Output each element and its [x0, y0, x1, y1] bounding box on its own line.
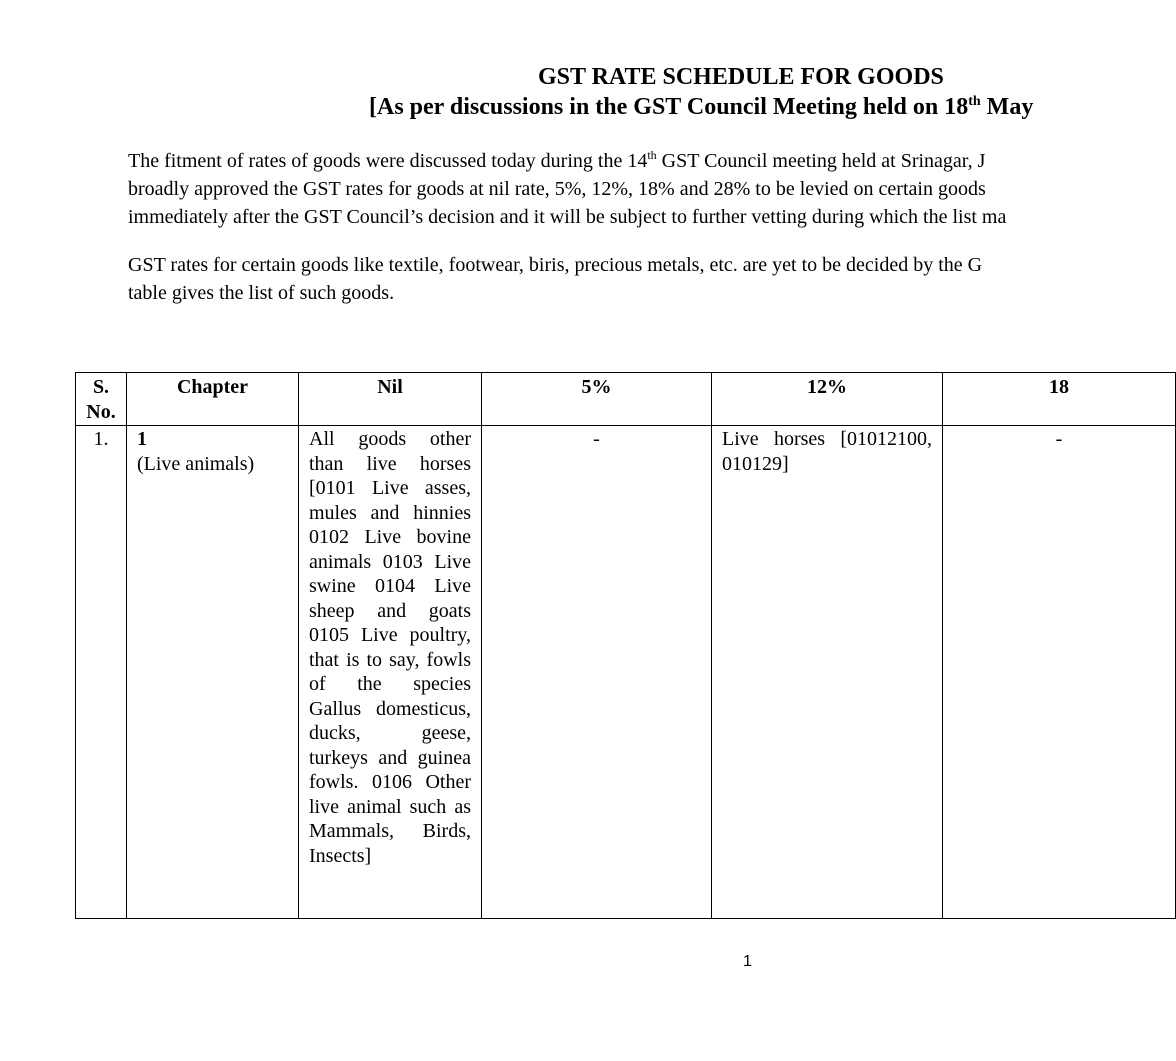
para-superscript: th — [647, 148, 657, 162]
intro-paragraph-line-3: immediately after the GST Council’s decision and it will be subject to further vetting during which the list ma — [128, 206, 1007, 228]
cell-nil: All goods other than live horses [0101 Live asses, mules and hinnies 0102 Live bovine animals 0103 Live swine 0104 Live sheep and goats 0105 Live poultry, that is to say, fowls of the species Gallus domesticus, ducks, geese, turkeys and guinea fowls. 0106 Other live animal such as Mammals, Birds, Insects] — [299, 426, 482, 919]
intro-paragraph-line-1 — [128, 150, 985, 173]
pending-goods-paragraph-line-1: GST rates for certain goods like textile, footwear, biris, precious metals, etc. are yet to be decided by the G — [128, 254, 983, 276]
chapter-name: (Live animals) — [137, 452, 255, 475]
cell-12-percent: Live horses [01012100, 010129] — [712, 426, 943, 919]
header-5-percent: 5% — [482, 373, 712, 426]
title-line-1: GST RATE SCHEDULE FOR GOODS — [538, 64, 944, 90]
document-subtitle — [369, 94, 1033, 121]
cell-chapter — [127, 426, 299, 919]
table-row — [76, 426, 1176, 919]
header-chapter: Chapter — [127, 373, 299, 426]
subtitle-text-end: May — [980, 94, 1034, 120]
subtitle-superscript: th — [968, 94, 981, 109]
cell-18-percent: - — [943, 426, 1176, 919]
header-12-percent: 12% — [712, 373, 943, 426]
intro-paragraph-line-2: broadly approved the GST rates for goods at nil rate, 5%, 12%, 18% and 28% to be levied on certain goods — [128, 178, 986, 200]
header-18-percent: 18 — [943, 373, 1176, 426]
para-text: The fitment of rates of goods were discussed today during the 14 — [128, 150, 648, 172]
subtitle-text: [As per discussions in the GST Council Meeting held on 18 — [369, 94, 969, 120]
para-text-end: GST Council meeting held at Srinagar, J — [656, 150, 986, 172]
page-number: 1 — [743, 953, 752, 970]
header-nil: Nil — [299, 373, 482, 426]
table-header-row — [76, 373, 1176, 426]
rate-schedule-table — [75, 372, 1176, 919]
cell-sno: 1. — [76, 426, 127, 919]
pending-goods-paragraph-line-2: table gives the list of such goods. — [128, 282, 395, 304]
chapter-number: 1 — [137, 428, 147, 450]
cell-5-percent: - — [482, 426, 712, 919]
header-sno: S. No. — [76, 373, 127, 426]
document-title — [538, 64, 944, 91]
